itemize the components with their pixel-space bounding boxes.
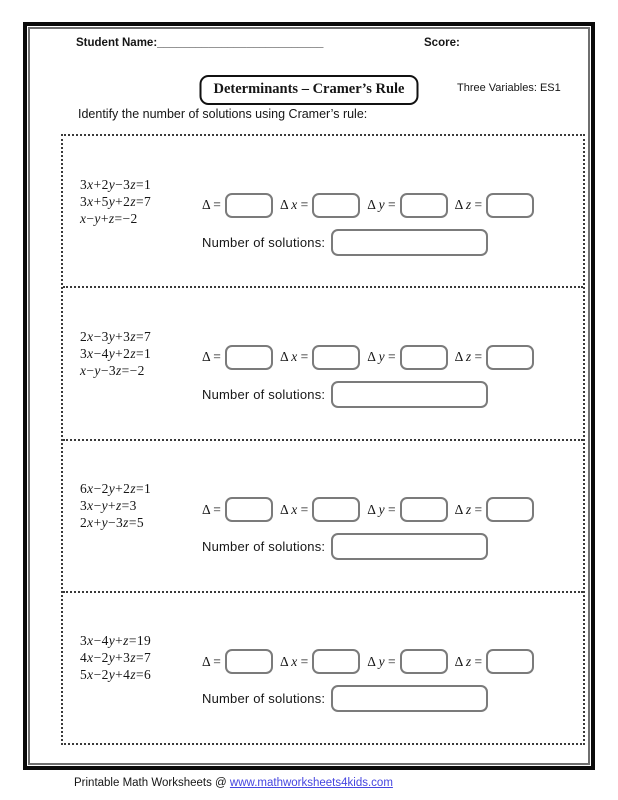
delta-z-label: Δ z = <box>454 349 483 365</box>
work-area-1 <box>202 193 534 256</box>
work-area-2 <box>202 345 534 408</box>
delta-label: Δ = <box>202 501 221 517</box>
delta-input[interactable] <box>225 649 273 674</box>
equation-system-1 <box>80 176 202 227</box>
equation: 2x−3y+3z=7 <box>80 328 152 344</box>
delta-y-label: Δ y = <box>367 349 396 365</box>
equation: 3x−4y+2z=1 <box>80 345 152 361</box>
equation: 3x−4y+z=19 <box>80 633 152 649</box>
equation: 5x−2y+4z=6 <box>80 667 152 683</box>
work-area-3 <box>202 497 534 560</box>
number-of-solutions-row <box>202 229 534 256</box>
delta-x-label: Δ x = <box>279 653 309 669</box>
problem-row-2 <box>63 286 583 438</box>
number-of-solutions-input[interactable] <box>331 685 488 712</box>
problem-row-3 <box>63 439 583 591</box>
number-of-solutions-label: Number of solutions: <box>202 386 326 402</box>
delta-y-input[interactable] <box>400 649 448 674</box>
student-name-blank-line: __________________________ <box>157 37 324 49</box>
delta-input[interactable] <box>225 497 273 522</box>
equation: x−y−3z=−2 <box>80 362 145 378</box>
student-name-label: Student Name: <box>76 37 158 49</box>
number-of-solutions-row <box>202 381 534 408</box>
delta-y-label: Δ y = <box>367 197 396 213</box>
worksheet-subtitle: Three Variables: ES1 <box>457 82 561 94</box>
delta-x-input[interactable] <box>312 497 360 522</box>
equation-system-2 <box>80 328 202 379</box>
problem-row-4 <box>63 591 583 743</box>
delta-z-input[interactable] <box>486 649 534 674</box>
equation: 3x+5y+2z=7 <box>80 193 152 209</box>
score-label: Score: <box>424 37 460 49</box>
delta-x-label: Δ x = <box>279 197 309 213</box>
delta-x-input[interactable] <box>312 193 360 218</box>
delta-x-label: Δ x = <box>279 349 309 365</box>
problems-container <box>61 134 585 745</box>
delta-label: Δ = <box>202 197 221 213</box>
number-of-solutions-label: Number of solutions: <box>202 691 326 707</box>
delta-z-label: Δ z = <box>454 197 483 213</box>
instruction-text: Identify the number of solutions using Cramer’s rule: <box>78 107 368 121</box>
number-of-solutions-input[interactable] <box>331 533 488 560</box>
delta-y-label: Δ y = <box>367 501 396 517</box>
determinant-row <box>202 193 534 218</box>
footer-link[interactable]: www.mathworksheets4kids.com <box>229 777 393 789</box>
delta-z-label: Δ z = <box>454 653 483 669</box>
delta-label: Δ = <box>202 653 221 669</box>
delta-y-label: Δ y = <box>367 653 396 669</box>
footer-text: Printable Math Worksheets @ <box>74 777 230 789</box>
delta-y-input[interactable] <box>400 193 448 218</box>
number-of-solutions-input[interactable] <box>331 229 488 256</box>
equation-system-4 <box>80 632 202 683</box>
delta-x-input[interactable] <box>312 345 360 370</box>
equation: 3x−y+z=3 <box>80 498 137 514</box>
determinant-row <box>202 345 534 370</box>
equation: 6x−2y+2z=1 <box>80 481 152 497</box>
number-of-solutions-label: Number of solutions: <box>202 539 326 555</box>
delta-input[interactable] <box>225 193 273 218</box>
determinant-row <box>202 497 534 522</box>
delta-y-input[interactable] <box>400 497 448 522</box>
determinant-row <box>202 649 534 674</box>
footer <box>74 777 393 789</box>
delta-x-label: Δ x = <box>279 501 309 517</box>
number-of-solutions-label: Number of solutions: <box>202 234 326 250</box>
work-area-4 <box>202 649 534 712</box>
delta-x-input[interactable] <box>312 649 360 674</box>
delta-z-label: Δ z = <box>454 501 483 517</box>
delta-z-input[interactable] <box>486 193 534 218</box>
student-name-row <box>76 37 323 49</box>
delta-y-input[interactable] <box>400 345 448 370</box>
number-of-solutions-row <box>202 533 534 560</box>
number-of-solutions-row <box>202 685 534 712</box>
equation-system-3 <box>80 480 202 531</box>
delta-z-input[interactable] <box>486 345 534 370</box>
page-border <box>23 22 595 770</box>
equation: x−y+z=−2 <box>80 210 138 226</box>
equation: 4x−2y+3z=7 <box>80 650 152 666</box>
delta-input[interactable] <box>225 345 273 370</box>
number-of-solutions-input[interactable] <box>331 381 488 408</box>
delta-label: Δ = <box>202 349 221 365</box>
equation: 2x+y−3z=5 <box>80 515 144 531</box>
delta-z-input[interactable] <box>486 497 534 522</box>
equation: 3x+2y−3z=1 <box>80 176 152 192</box>
worksheet-title: Determinants – Cramer’s Rule <box>200 75 419 105</box>
problem-row-1 <box>63 136 583 286</box>
